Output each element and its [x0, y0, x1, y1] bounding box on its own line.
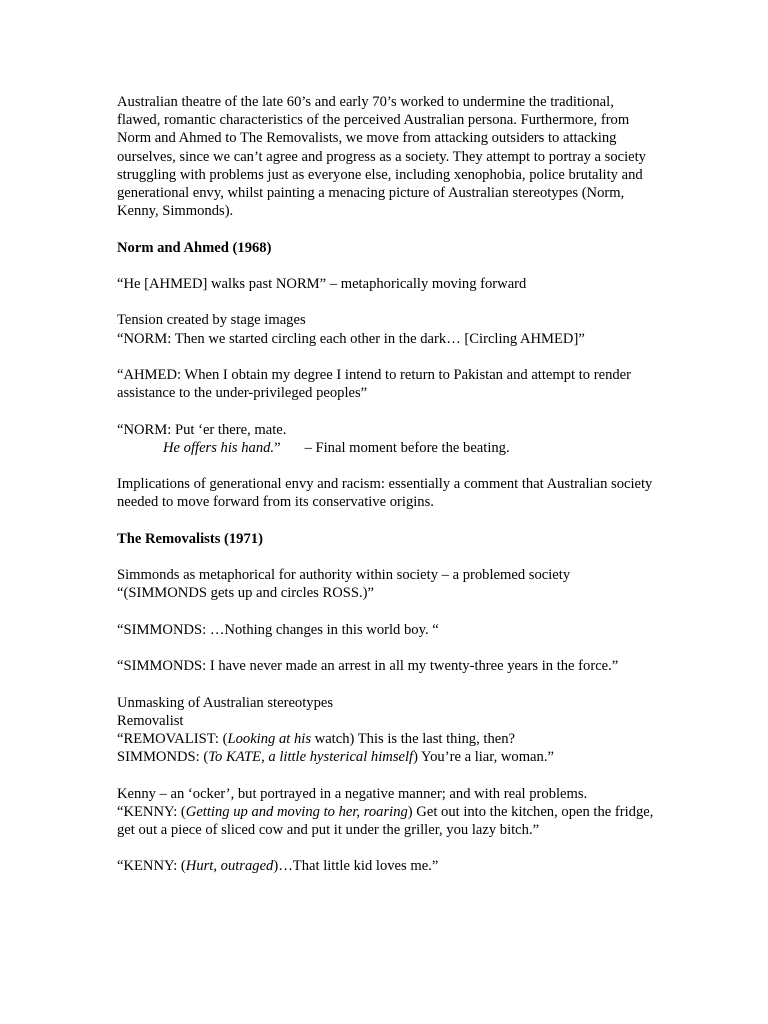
kenny-ocker-text: Kenny – an ‘ocker’, but portrayed in a negative manner; and with real problems.: [117, 785, 588, 802]
removalist-quote-end: watch) This is the last thing, then?: [311, 730, 516, 747]
simmonds-circles-quote: “(SIMMONDS gets up and circles ROSS.)”: [117, 585, 374, 602]
stage-direction-hysterical: To KATE, a little hysterical himself: [208, 749, 414, 766]
document-page: [117, 93, 657, 894]
kenny-kitchen-end: ) Get out into the kitchen, open the fridge, get out a piece of sliced cow and put it under the griller, you lazy bitch.”: [117, 803, 654, 838]
stereotypes-paragraph: [117, 694, 657, 767]
kenny-kid-quote: [117, 857, 657, 875]
norm-implications-paragraph: Implications of generational envy and racism: essentially a comment that Australian society needed to move forward from its conservative origins.: [117, 476, 653, 511]
heading-norm-and-ahmed: Norm and Ahmed (1968): [117, 239, 272, 256]
norm-put-er-there-quote: “NORM: Put ‘er there, mate.: [117, 421, 287, 438]
stage-direction-hurt: Hurt, outraged: [185, 858, 274, 875]
norm-put-er-there-paragraph: [117, 421, 657, 457]
norm-hand-line: [117, 439, 657, 457]
simmonds-liar-end: ) You’re a liar, woman.”: [413, 749, 554, 766]
kenny-kitchen-quote: [117, 803, 657, 839]
kenny-kid-start: “KENNY: (: [117, 858, 186, 875]
stage-direction-watch: Looking at his: [227, 730, 311, 747]
norm-quote-walks-past: “He [AHMED] walks past NORM” – metaphorically moving forward: [117, 276, 527, 292]
stereotypes-label: Unmasking of Australian stereotypes: [117, 694, 334, 711]
simmonds-nothing-changes-quote: “SIMMONDS: …Nothing changes in this world boy. “: [117, 621, 439, 638]
intro-paragraph: Australian theatre of the late 60’s and early 70’s worked to undermine the traditional, flawed, romantic characteristics of the perceived Australian persona. Furthermore, from Norm and Ahmed to The Removalists, we move from attacking outsiders to attacking ourselves, since we can’t agree and progress as a society. They attempt to portray a society struggling with problems just as everyone else, including xenophobia, police brutality and generational envy, whilst painting a menacing picture of Australian stereotypes (Norm, Kenny, Simmonds).: [117, 94, 646, 220]
closing-quote: ”: [274, 439, 281, 456]
norm-tension-label: Tension created by stage images: [117, 312, 306, 329]
removalist-quote: [117, 730, 657, 748]
simmonds-liar-start: SIMMONDS: (: [117, 749, 209, 766]
kenny-paragraph: [117, 785, 657, 840]
heading-the-removalists: The Removalists (1971): [117, 530, 263, 547]
simmonds-arrest-quote: “SIMMONDS: I have never made an arrest in all my twenty-three years in the force.”: [117, 658, 619, 675]
kenny-kid-end: )…That little kid loves me.”: [273, 858, 439, 875]
simmonds-liar-quote: [117, 748, 657, 766]
stage-direction-roaring: Getting up and moving to her, roaring: [185, 803, 408, 820]
simmonds-authority-text: Simmonds as metaphorical for authority within society – a problemed society: [117, 567, 571, 584]
simmonds-authority-paragraph: [117, 566, 657, 602]
final-moment-note: – Final moment before the beating.: [304, 439, 510, 456]
norm-circling-quote: “NORM: Then we started circling each other in the dark… [Circling AHMED]”: [117, 330, 585, 347]
kenny-kitchen-start: “KENNY: (: [117, 803, 186, 820]
stage-direction-offers-hand: He offers his hand.: [163, 439, 275, 456]
removalist-label: Removalist: [117, 712, 184, 729]
norm-tension-paragraph: [117, 311, 657, 347]
removalist-quote-start: “REMOVALIST: (: [117, 730, 228, 747]
ahmed-degree-quote: “AHMED: When I obtain my degree I intend to return to Pakistan and attempt to render assistance to the under-privileged peoples”: [117, 366, 632, 402]
